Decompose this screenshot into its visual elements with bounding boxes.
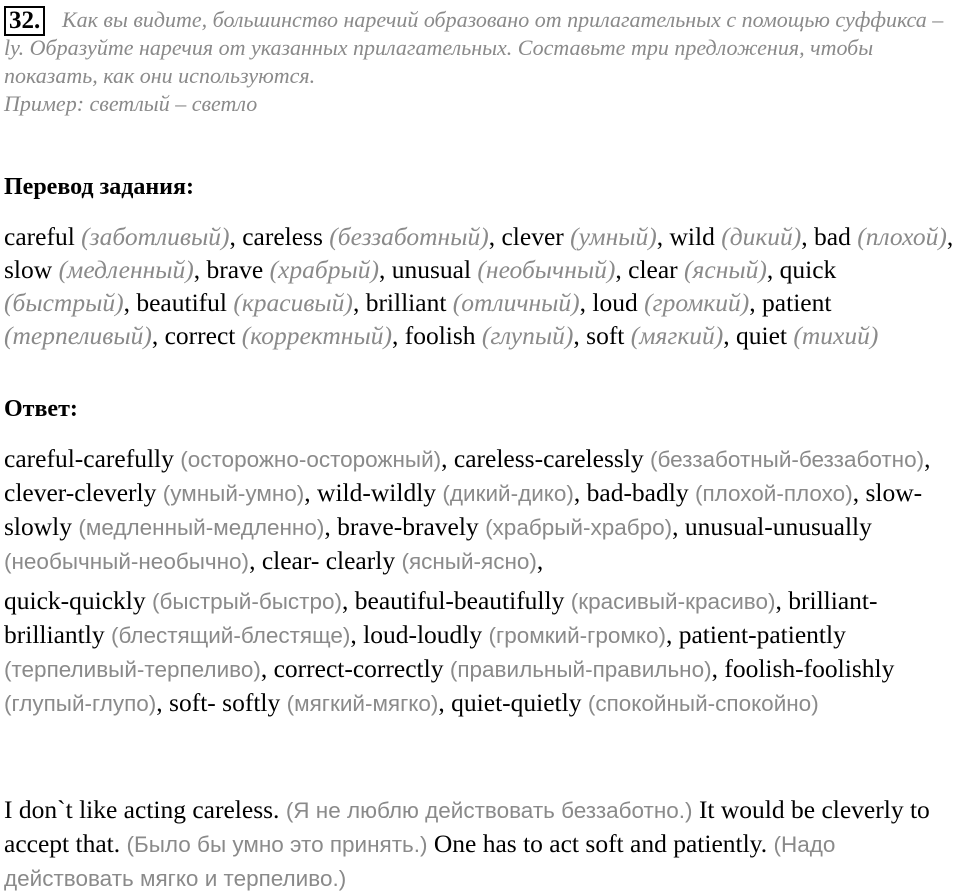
translation-item-russian: (глупый) <box>481 321 574 350</box>
answer-item-english: correct-correctly <box>273 654 444 683</box>
translation-item-english: quick <box>779 255 837 284</box>
separator: , <box>352 288 366 317</box>
translation-item-english: loud <box>592 288 638 317</box>
translation-item <box>366 288 593 317</box>
answer-item <box>363 620 679 649</box>
separator: , <box>946 222 954 251</box>
translation-item-english: foolish <box>404 321 476 350</box>
sentence-english: It would be cleverly to accept that. <box>4 795 930 858</box>
answer-item-russian: (терпеливый-терпеливо) <box>4 657 261 682</box>
answer-item <box>587 478 866 507</box>
answer-item <box>355 586 788 615</box>
answer-item-english: wild-wildly <box>317 478 437 507</box>
answer-item-english: loud-loudly <box>363 620 483 649</box>
answer-item-russian: (необычный-необычно) <box>4 549 250 574</box>
translation-item-english: clear <box>628 255 678 284</box>
separator: , <box>350 620 364 649</box>
translation-item <box>242 222 501 251</box>
translation-item <box>405 321 586 350</box>
separator: , <box>193 255 207 284</box>
translation-item-english: slow <box>4 255 53 284</box>
answer-item-russian: (правильный-правильно) <box>449 657 712 682</box>
translation-item-russian: (тихий) <box>793 321 879 350</box>
answer-item-english: quiet-quietly <box>451 688 582 717</box>
answer-item-russian: (беззаботный-беззаботно) <box>650 447 925 472</box>
translation-item <box>4 222 242 251</box>
answer-item-russian: (ясный-ясно) <box>401 549 537 574</box>
answer-item-english: quick-quickly <box>4 586 146 615</box>
translation-item-english: unusual <box>391 255 472 284</box>
translation-item-english: patient <box>762 288 832 317</box>
task-example: Пример: светлый – светло <box>4 91 258 116</box>
separator: , <box>123 288 137 317</box>
separator: , <box>391 321 405 350</box>
answer-item-russian: (медленный-медленно) <box>78 515 325 540</box>
separator: , <box>711 654 725 683</box>
separator: , <box>852 478 866 507</box>
translation-item-russian: (громкий) <box>644 288 750 317</box>
answer-list-2 <box>4 584 960 720</box>
translation-item-english: clever <box>501 222 564 251</box>
answer-item-russian: (блестящий-блестяще) <box>110 623 351 648</box>
translation-item <box>670 222 815 251</box>
separator: , <box>573 478 587 507</box>
sentence <box>4 795 699 824</box>
translation-item-english: soft <box>586 321 625 350</box>
example-sentences <box>4 793 960 895</box>
answer-item <box>4 444 454 473</box>
translation-list <box>4 220 960 352</box>
separator: , <box>229 222 243 251</box>
answer-item <box>317 478 587 507</box>
answer-item-english: unusual-unusually <box>684 512 872 541</box>
answer-item-english: patient-patiently <box>678 620 846 649</box>
separator: , <box>723 321 737 350</box>
answer-item-english: brave-bravely <box>337 512 479 541</box>
answer-item-russian: (плохой-плохо) <box>694 481 853 506</box>
answer-item-russian: (красивый-красиво) <box>570 589 776 614</box>
translation-item <box>501 222 669 251</box>
translation-item-english: correct <box>164 321 236 350</box>
sentence-russian: (Надо действовать мягко и терпеливо.) <box>4 832 836 891</box>
separator: , <box>536 546 544 575</box>
sentence-english: One has to act soft and patiently. <box>433 829 768 858</box>
translation-item-russian: (медленный) <box>58 255 194 284</box>
translation-item-russian: (беззаботный) <box>329 222 489 251</box>
answer-item-english: bad-badly <box>586 478 689 507</box>
answer-item-russian: (осторожно-осторожный) <box>180 447 442 472</box>
translation-heading: Перевод задания: <box>4 174 194 200</box>
separator: , <box>324 512 338 541</box>
task-instruction: Как вы видите, большинство наречий образовано от прилагательных с помощью суффикса –ly. Образуйте наречия от указанных прилагательных. Составьте три предложения, чтобы показать, как они используются. <box>4 7 944 88</box>
translation-item <box>814 222 953 251</box>
answer-item-english: careful-carefully <box>4 444 174 473</box>
separator: , <box>438 688 452 717</box>
separator: , <box>766 255 780 284</box>
translation-item-english: quiet <box>736 321 788 350</box>
separator: , <box>615 255 629 284</box>
translation-item-english: brave <box>206 255 264 284</box>
translation-item-russian: (терпеливый) <box>4 321 152 350</box>
answer-item-english: foolish-foolishly <box>724 654 895 683</box>
separator: , <box>656 222 670 251</box>
translation-item-english: beautiful <box>136 288 227 317</box>
translation-item-russian: (корректный) <box>241 321 392 350</box>
translation-item-russian: (дикий) <box>721 222 802 251</box>
answer-item-russian: (глупый-глупо) <box>4 691 157 716</box>
sentence-russian: (Я не люблю действовать беззаботно.) <box>285 798 693 823</box>
translation-item-russian: (умный) <box>570 222 657 251</box>
answer-item <box>4 586 355 615</box>
separator: , <box>488 222 502 251</box>
translation-item <box>736 321 878 350</box>
answer-heading: Ответ: <box>4 396 78 422</box>
separator: , <box>304 478 318 507</box>
separator: , <box>775 586 789 615</box>
answer-item-russian: (быстрый-быстро) <box>152 589 343 614</box>
answer-item-russian: (умный-умно) <box>162 481 305 506</box>
translation-item-english: careless <box>242 222 323 251</box>
separator: , <box>378 255 392 284</box>
translation-item-russian: (отличный) <box>452 288 580 317</box>
answer-item-russian: (дикий-дико) <box>442 481 574 506</box>
task-header <box>4 6 954 118</box>
answer-item <box>274 654 725 683</box>
translation-item <box>392 255 628 284</box>
translation-item-russian: (храбрый) <box>269 255 379 284</box>
translation-item-russian: (мягкий) <box>630 321 724 350</box>
answer-item <box>262 546 543 575</box>
separator: , <box>749 288 763 317</box>
separator: , <box>579 288 593 317</box>
separator: , <box>156 688 170 717</box>
separator: , <box>801 222 815 251</box>
separator: , <box>924 444 931 473</box>
translation-item <box>207 255 392 284</box>
sentence-english: I don`t like acting careless. <box>4 795 280 824</box>
translation-item <box>628 255 779 284</box>
translation-item-russian: (заботливый) <box>81 222 230 251</box>
answer-list-1 <box>4 442 960 578</box>
answer-item <box>4 478 317 507</box>
separator: , <box>342 586 355 615</box>
sentence-russian: (Было бы умно это принять.) <box>126 832 428 857</box>
translation-item-english: brilliant <box>365 288 447 317</box>
answer-item <box>451 688 819 717</box>
separator: , <box>249 546 262 575</box>
answer-item-english: clever-cleverly <box>4 478 157 507</box>
separator: , <box>441 444 454 473</box>
translation-item <box>4 255 207 284</box>
answer-item-english: slow-slowly <box>4 478 923 541</box>
separator: , <box>665 620 679 649</box>
task-number: 32. <box>4 6 45 36</box>
separator: , <box>151 321 165 350</box>
answer-item <box>169 688 451 717</box>
answer-item-english: careless-carelessly <box>453 444 644 473</box>
separator: , <box>573 321 587 350</box>
translation-item <box>136 288 365 317</box>
translation-item-russian: (необычный) <box>477 255 616 284</box>
translation-item-russian: (быстрый) <box>4 288 124 317</box>
translation-item <box>586 321 736 350</box>
separator: , <box>260 654 274 683</box>
translation-item-russian: (плохой) <box>857 222 947 251</box>
answer-item-russian: (храбрый-храбро) <box>485 515 673 540</box>
answer-item-russian: (мягкий-мягко) <box>286 691 439 716</box>
answer-item-russian: (спокойный-спокойно) <box>587 691 819 716</box>
answer-item-russian: (громкий-громко) <box>488 623 666 648</box>
translation-item-english: bad <box>814 222 851 251</box>
translation-item-english: wild <box>669 222 715 251</box>
translation-item-english: careful <box>4 222 75 251</box>
answer-item <box>337 512 685 541</box>
translation-item-russian: (ясный) <box>684 255 767 284</box>
translation-item <box>592 288 762 317</box>
answer-item-english: brilliant-brilliantly <box>4 586 878 649</box>
answer-item-english: beautiful-beautifully <box>354 586 565 615</box>
translation-item-russian: (красивый) <box>233 288 353 317</box>
answer-item-english: clear- clearly <box>261 546 396 575</box>
answer-item-english: soft- softly <box>169 688 281 717</box>
separator: , <box>672 512 685 541</box>
answer-item <box>454 444 931 473</box>
translation-item <box>165 321 405 350</box>
